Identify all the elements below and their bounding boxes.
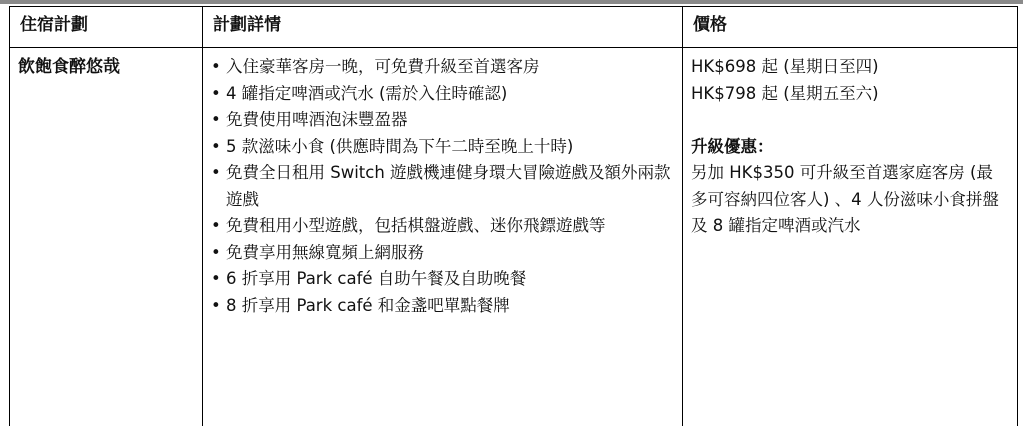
price-weekend: HK$798 起 (星期五至六) [691, 83, 879, 103]
upgrade-title: 升級優惠： [691, 136, 774, 156]
list-item [211, 293, 674, 320]
header-cell-plan [10, 7, 203, 48]
plan-cell [10, 48, 203, 427]
list-item [211, 266, 674, 293]
plan-table [9, 6, 1018, 426]
detail-text: 免費享用無線寬頻上網服務 [226, 242, 424, 262]
table-header-row [10, 7, 1018, 48]
price-weekday: HK$698 起 (星期日至四) [691, 57, 879, 76]
detail-text: 8 折享用 Park café 和金盞吧單點餐牌 [226, 295, 510, 315]
bullet-icon: • [211, 57, 221, 76]
plan-name: 飲飽食醉悠哉 [18, 57, 120, 77]
detail-text: 6 折享用 Park café 自助午餐及自助晚餐 [226, 269, 527, 288]
header-price-label: 價格 [693, 15, 727, 35]
bullet-icon: • [211, 136, 221, 156]
price-cell [683, 48, 1018, 427]
list-item [211, 54, 674, 81]
bullet-icon: • [211, 216, 221, 235]
details-list [211, 54, 674, 319]
bullet-icon: • [211, 269, 221, 288]
list-item [211, 240, 674, 267]
bullet-icon: • [211, 295, 221, 315]
detail-text: 免費全日租用 Switch 遊戲機連健身環大冒險遊戲及額外兩款遊戲 [226, 163, 671, 209]
detail-text: 4 罐指定啤酒或汽水 (需於入住時確認) [226, 83, 508, 103]
detail-text: 免費租用小型遊戲，包括棋盤遊戲、迷你飛鏢遊戲等 [226, 216, 606, 235]
table-row [10, 48, 1018, 427]
bullet-icon: • [211, 83, 221, 103]
upgrade-description: 另加 HK$350 可升級至首選家庭客房 (最多可容納四位客人) 、4 人份滋味小食拼盤及 8 罐指定啤酒或汽水 [691, 163, 999, 235]
list-item [211, 134, 674, 161]
bullet-icon: • [211, 110, 221, 129]
list-item [211, 107, 674, 134]
list-item [211, 160, 674, 213]
details-cell [203, 48, 683, 427]
header-details-label: 計劃詳情 [213, 15, 281, 35]
bullet-icon: • [211, 242, 221, 262]
header-cell-details [203, 7, 683, 48]
list-item [211, 81, 674, 108]
detail-text: 免費使用啤酒泡沫豐盈器 [226, 110, 408, 129]
price-spacer [691, 107, 1009, 134]
list-item [211, 213, 674, 240]
header-plan-label: 住宿計劃 [20, 15, 88, 35]
header-cell-price [683, 7, 1018, 48]
bullet-icon: • [211, 163, 221, 182]
detail-text: 入住豪華客房一晚，可免費升級至首選客房 [226, 57, 540, 76]
top-rule [0, 0, 1023, 4]
detail-text: 5 款滋味小食 (供應時間為下午二時至晚上十時) [226, 136, 574, 156]
